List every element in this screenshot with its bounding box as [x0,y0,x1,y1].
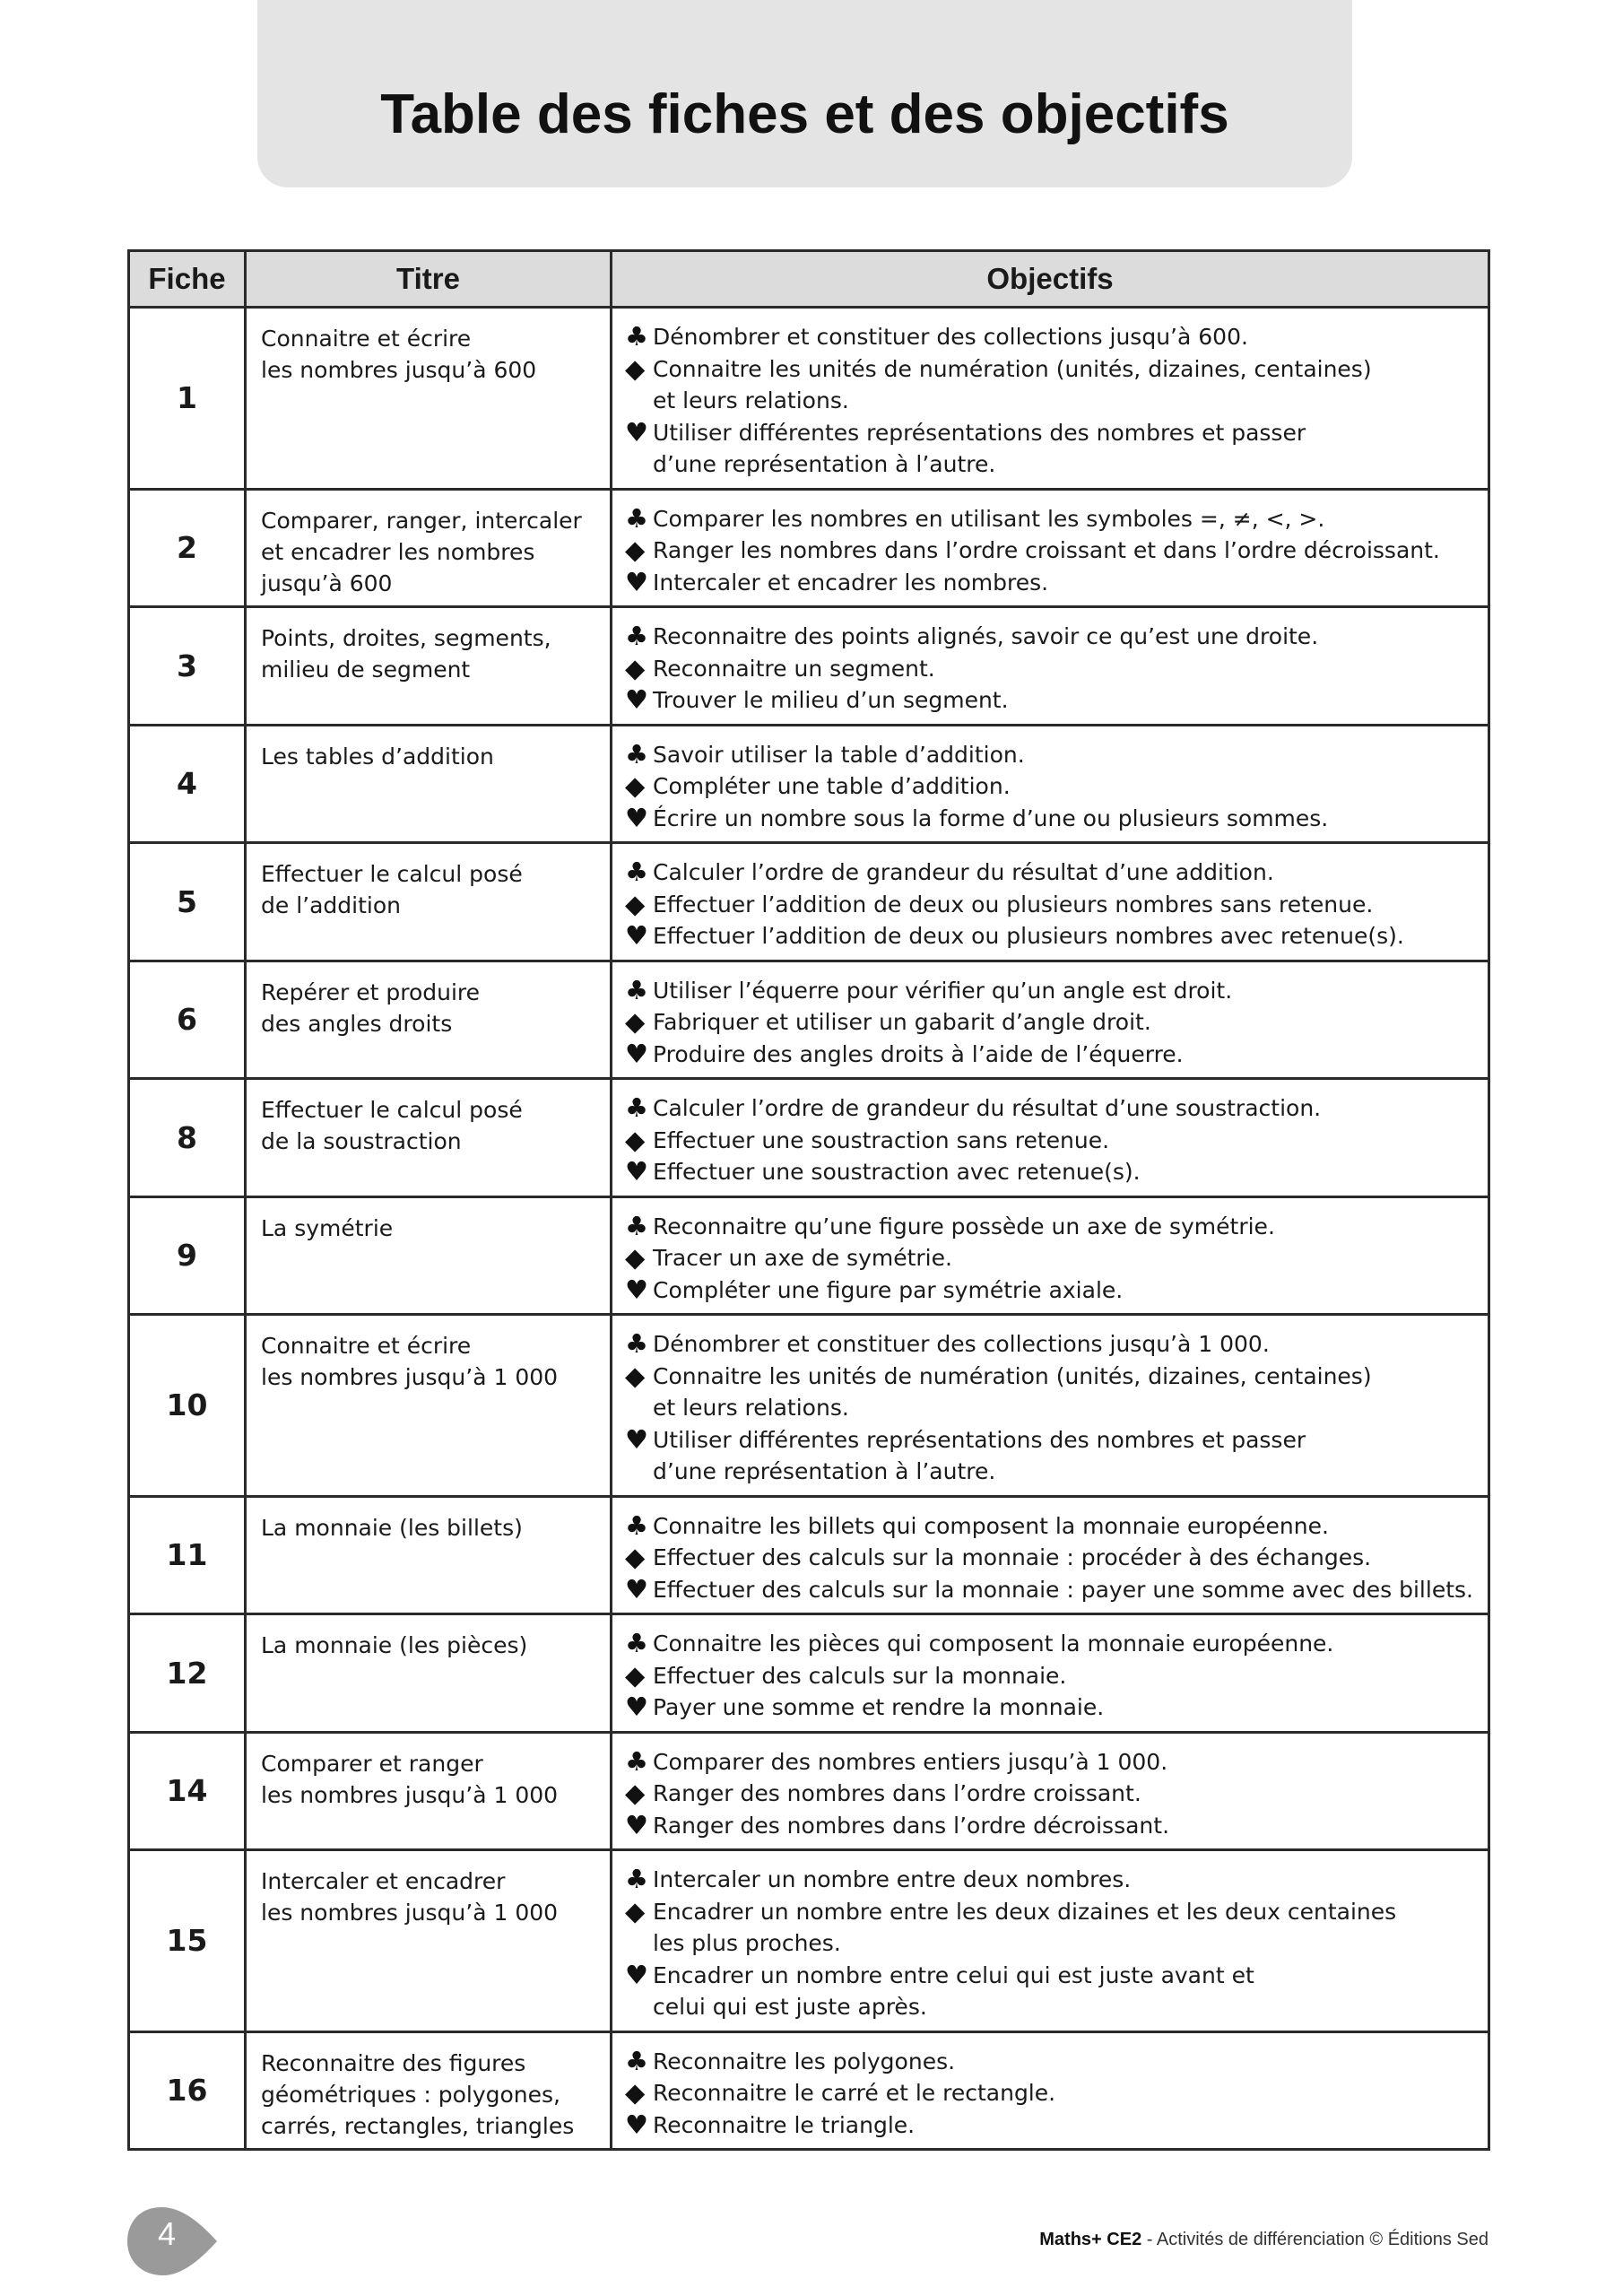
objective-text: Reconnaitre des points alignés, savoir ce qu’est une droite. [653,623,1319,649]
objective-item [625,567,1479,599]
fiche-title: La monnaie (les pièces) [246,1614,612,1733]
objective-text: Écrire un nombre sous la forme d’une ou plusieurs sommes. [653,804,1329,831]
objective-item [625,1660,1479,1692]
footer-credits [1039,2230,1488,2250]
table-row [129,1850,1489,2032]
objective-text: Calculer l’ordre de grandeur du résultat d’une soustraction. [653,1095,1322,1121]
heart-icon: ♥ [625,1692,648,1722]
objective-item [625,535,1479,567]
objective-item [625,503,1479,535]
club-icon: ♣ [625,857,648,887]
objective-text: Reconnaitre qu’une figure possède un axe de symétrie. [653,1213,1275,1239]
table-body [129,308,1489,2150]
objective-text: Trouver le milieu d’un segment. [653,687,1009,713]
objective-text: Ranger des nombres dans l’ordre décroissant. [653,1812,1170,1839]
page-title: Table des fiches et des objectifs [380,83,1229,145]
table-row [129,308,1489,490]
objective-item [625,1039,1479,1071]
fiche-title: Comparer et ranger les nombres jusqu’à 1 000 [246,1732,612,1850]
header-fiche: Fiche [129,251,246,308]
objective-item [625,1778,1479,1810]
fiche-objectives [612,1196,1489,1315]
table-row [129,2031,1489,2150]
objective-item [625,920,1479,952]
diamond-icon: ◆ [625,1542,646,1572]
objective-item [625,653,1479,685]
table-row [129,725,1489,843]
objective-text: Ranger les nombres dans l’ordre croissant et dans l’ordre décroissant. [653,537,1440,563]
objective-text: Encadrer un nombre entre celui qui est juste avant et celui qui est juste après. [653,1961,1254,2020]
header-titre: Titre [246,251,612,308]
objective-text: Compléter une figure par symétrie axiale. [653,1276,1124,1303]
table-row [129,1496,1489,1614]
objective-item [625,1746,1479,1779]
heart-icon: ♥ [625,920,648,951]
table-row [129,1196,1489,1315]
fiche-number: 16 [129,2031,246,2150]
fiche-number: 14 [129,1732,246,1850]
objective-text: Effectuer des calculs sur la monnaie. [653,1662,1067,1689]
objective-item [625,1006,1479,1039]
fiche-title: La symétrie [246,1196,612,1315]
objective-item [625,889,1479,921]
objective-item [625,2077,1479,2109]
objective-text: Reconnaitre un segment. [653,655,935,682]
objective-item [625,1542,1479,1574]
objective-text: Compléter une table d’addition. [653,773,1011,799]
fiche-title: Effectuer le calcul posé de la soustraction [246,1079,612,1197]
objective-text: Connaitre les pièces qui composent la monnaie européenne. [653,1631,1334,1657]
heart-icon: ♥ [625,1156,648,1187]
objective-text: Reconnaitre les polygones. [653,2048,956,2074]
diamond-icon: ◆ [625,1242,646,1273]
objective-text: Effectuer l’addition de deux ou plusieurs nombres avec retenue(s). [653,923,1404,949]
objective-item [625,1692,1479,1724]
objective-item [625,1574,1479,1606]
objective-text: Calculer l’ordre de grandeur du résultat d’une addition. [653,859,1274,885]
fiche-number: 9 [129,1196,246,1315]
fiches-table [127,249,1490,2151]
objective-text: Utiliser différentes représentations des nombres et passer d’une représentation à l’autre. [653,419,1306,477]
diamond-icon: ◆ [625,652,646,683]
heart-icon: ♥ [625,416,648,448]
objective-item [625,1242,1479,1274]
objective-item [625,1810,1479,1842]
footer-brand: Maths+ CE2 [1039,2230,1142,2249]
fiche-number: 3 [129,607,246,726]
objective-text: Utiliser l’équerre pour vérifier qu’un angle est droit. [653,977,1233,1004]
objective-item [625,1424,1479,1488]
objective-item [625,1628,1479,1660]
club-icon: ♣ [625,1628,648,1658]
club-icon: ♣ [625,738,648,770]
objective-text: Ranger des nombres dans l’ordre croissant. [653,1780,1141,1806]
objective-item [625,739,1479,771]
club-icon: ♣ [625,1509,648,1541]
objective-item [625,1960,1479,2023]
club-icon: ♣ [625,974,648,1005]
fiche-number: 4 [129,725,246,843]
fiche-title: Intercaler et encadrer les nombres jusqu’à 1 000 [246,1850,612,2032]
club-icon: ♣ [625,1210,648,1241]
diamond-icon: ◆ [625,1895,646,1926]
fiche-title: Points, droites, segments, milieu de segment [246,607,612,726]
objective-item [625,1864,1479,1896]
fiche-objectives [612,843,1489,961]
objective-text: Effectuer une soustraction avec retenue(s). [653,1159,1141,1185]
fiche-objectives [612,1850,1489,2032]
fiche-objectives [612,1732,1489,1850]
objective-text: Reconnaitre le carré et le rectangle. [653,2080,1056,2106]
objective-text: Intercaler un nombre entre deux nombres. [653,1866,1132,1892]
heart-icon: ♥ [625,1573,648,1605]
club-icon: ♣ [625,1328,648,1359]
club-icon: ♣ [625,1745,648,1777]
heart-icon: ♥ [625,1809,648,1840]
objective-text: Connaitre les billets qui composent la monnaie européenne. [653,1512,1329,1539]
objective-item [625,975,1479,1007]
fiche-title: Connaitre et écrire les nombres jusqu’à 1 000 [246,1315,612,1497]
club-icon: ♣ [625,1092,648,1123]
table-row [129,607,1489,726]
diamond-icon: ◆ [625,770,646,801]
fiche-title: Effectuer le calcul posé de l’addition [246,843,612,961]
fiche-objectives [612,961,1489,1079]
objective-text: Comparer les nombres en utilisant les symboles =, ≠, <, >. [653,505,1325,532]
table-row [129,1079,1489,1197]
heart-icon: ♥ [625,802,648,833]
club-icon: ♣ [625,1864,648,1894]
objective-text: Savoir utiliser la table d’addition. [653,741,1025,768]
objective-text: Connaitre les unités de numération (unités, dizaines, centaines) et leurs relations. [653,355,1372,413]
objective-item [625,1156,1479,1188]
objective-text: Fabriquer et utiliser un gabarit d’angle droit. [653,1009,1151,1035]
fiche-objectives [612,308,1489,490]
fiche-title: Repérer et produire des angles droits [246,961,612,1079]
heart-icon: ♥ [625,684,648,715]
fiche-objectives [612,489,1489,607]
fiche-objectives [612,1496,1489,1614]
table-row [129,1315,1489,1497]
club-icon: ♣ [625,502,648,534]
objective-text: Effectuer une soustraction sans retenue. [653,1126,1110,1153]
diamond-icon: ◆ [625,1778,646,1808]
heart-icon: ♥ [625,1274,648,1305]
fiche-number: 8 [129,1079,246,1197]
objective-item [625,1092,1479,1125]
table-row [129,1614,1489,1733]
objective-text: Comparer des nombres entiers jusqu’à 1 000. [653,1748,1168,1775]
fiche-number: 10 [129,1315,246,1497]
club-icon: ♣ [625,621,648,651]
fiche-title: Les tables d’addition [246,725,612,843]
fiche-number: 11 [129,1496,246,1614]
table-row [129,1732,1489,1850]
objective-text: Dénombrer et constituer des collections jusqu’à 1 000. [653,1331,1270,1357]
fiche-objectives [612,1315,1489,1497]
diamond-icon: ◆ [625,352,646,384]
diamond-icon: ◆ [625,1006,646,1037]
diamond-icon: ◆ [625,1659,646,1691]
objective-item [625,803,1479,835]
page-number: 4 [157,2215,177,2252]
diamond-icon: ◆ [625,888,646,919]
fiche-objectives [612,1079,1489,1197]
objective-item [625,1328,1479,1361]
fiche-number: 5 [129,843,246,961]
objective-item [625,2109,1479,2142]
table-header-row [129,251,1489,308]
objective-text: Effectuer l’addition de deux ou plusieurs nombres sans retenue. [653,891,1374,918]
heart-icon: ♥ [625,566,648,597]
objective-item [625,1274,1479,1307]
objective-item [625,621,1479,653]
fiche-number: 2 [129,489,246,607]
fiche-title: Comparer, ranger, intercaler et encadrer les nombres jusqu’à 600 [246,489,612,607]
club-icon: ♣ [625,321,648,352]
objective-item [625,1211,1479,1243]
objective-item [625,1510,1479,1543]
heart-icon: ♥ [625,1959,648,1990]
objective-item [625,1125,1479,1157]
objective-text: Dénombrer et constituer des collections jusqu’à 600. [653,324,1248,350]
objective-item [625,684,1479,717]
fiche-number: 15 [129,1850,246,2032]
objective-item [625,1361,1479,1424]
diamond-icon: ◆ [625,1360,646,1391]
objective-text: Connaitre les unités de numération (unités, dizaines, centaines) et leurs relations. [653,1362,1372,1421]
objective-text: Encadrer un nombre entre les deux dizaines et les deux centaines les plus proches. [653,1898,1397,1956]
objective-item [625,353,1479,417]
objective-item [625,321,1479,353]
fiche-title: La monnaie (les billets) [246,1496,612,1614]
diamond-icon: ◆ [625,1124,646,1155]
fiche-title: Connaitre et écrire les nombres jusqu’à 600 [246,308,612,490]
fiche-objectives [612,725,1489,843]
objective-text: Effectuer des calculs sur la monnaie : procéder à des échanges. [653,1544,1372,1570]
objective-item [625,770,1479,803]
table-row [129,489,1489,607]
fiche-objectives [612,607,1489,726]
objective-item [625,857,1479,889]
heart-icon: ♥ [625,2109,648,2140]
fiche-title: Reconnaitre des figures géométriques : polygones, carrés, rectangles, triangles [246,2031,612,2150]
fiche-number: 12 [129,1614,246,1733]
footer-text: - Activités de différenciation © Éditions Sed [1141,2230,1488,2249]
objective-text: Effectuer des calculs sur la monnaie : payer une somme avec des billets. [653,1576,1473,1603]
header-objectifs: Objectifs [612,251,1489,308]
objective-text: Payer une somme et rendre la monnaie. [653,1694,1105,1720]
fiche-objectives [612,1614,1489,1733]
objective-text: Produire des angles droits à l’aide de l’équerre. [653,1040,1184,1067]
objective-text: Reconnaitre le triangle. [653,2111,916,2138]
heart-icon: ♥ [625,1423,648,1455]
table-row [129,843,1489,961]
fiche-number: 6 [129,961,246,1079]
fiche-objectives [612,2031,1489,2150]
diamond-icon: ◆ [625,2077,646,2108]
objective-item [625,417,1479,481]
fiche-number: 1 [129,308,246,490]
objective-text: Utiliser différentes représentations des nombres et passer d’une représentation à l’autre. [653,1426,1306,1484]
objective-text: Intercaler et encadrer les nombres. [653,569,1049,596]
club-icon: ♣ [625,2045,648,2076]
table-row [129,961,1489,1079]
heart-icon: ♥ [625,1038,648,1069]
objective-item [625,1896,1479,1960]
diamond-icon: ◆ [625,535,646,565]
objective-item [625,2046,1479,2078]
objective-text: Tracer un axe de symétrie. [653,1245,952,1271]
